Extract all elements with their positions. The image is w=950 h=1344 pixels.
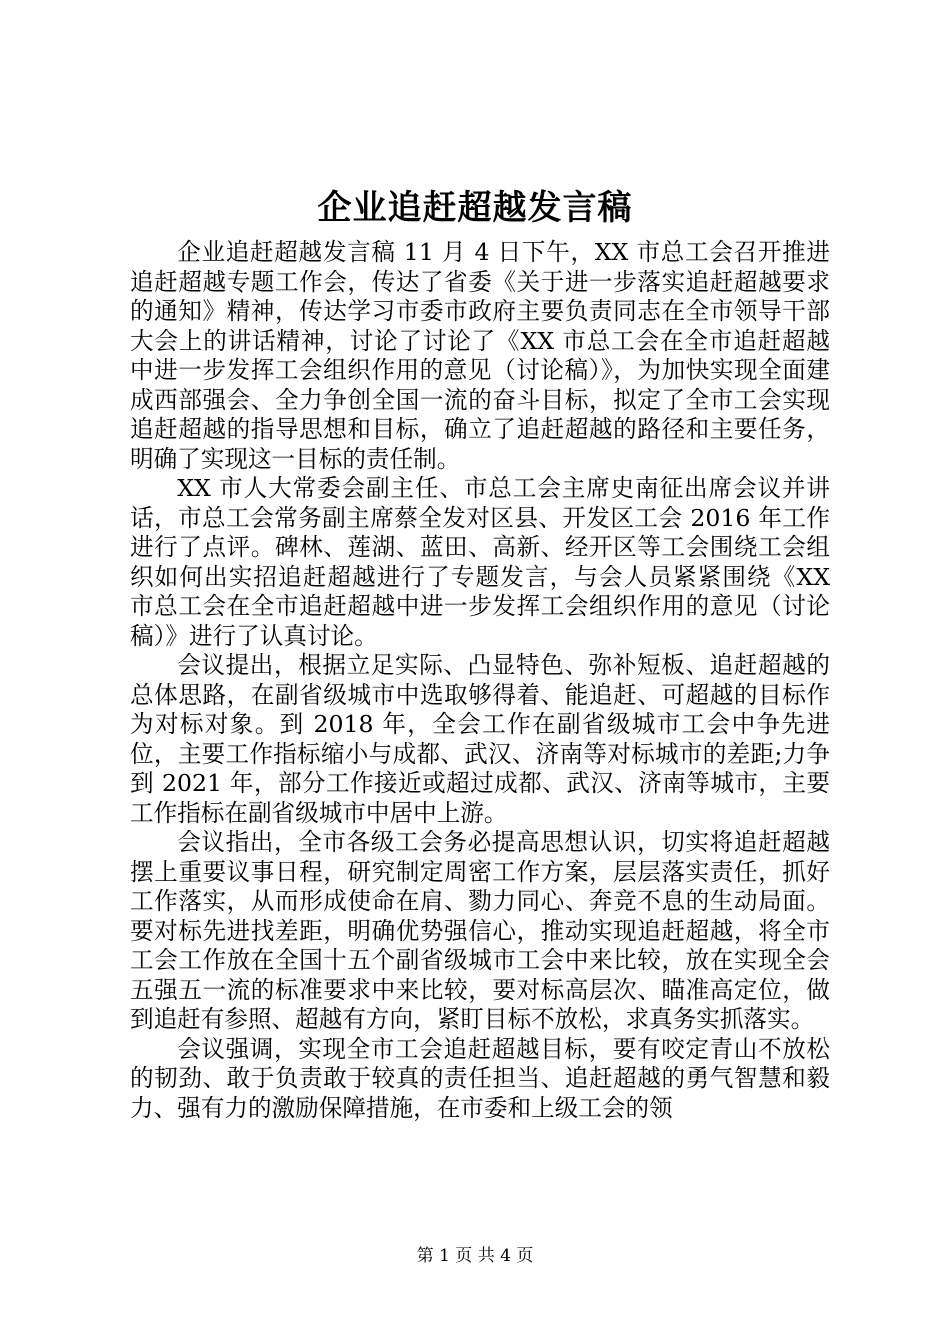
page-number-footer: 第 1 页 共 4 页 (416, 1246, 534, 1266)
document-title: 企业追赶超越发言稿 (317, 188, 633, 228)
paragraph: 企业追赶超越发言稿 11 月 4 日下午，XX 市总工会召开推进追赶超越专题工作会，传达了省委《关于进一步落实追赶超越要求的通知》精神，传达学习市委市政府主要负责同志在全市领导干部大会上的讲话精神，讨论了讨论了《XX 市总工会在全市追赶超越中进一步发挥工会组织作用的意见（讨论稿）》，为加快实现全面建成西部强会、全力争创全国一流的奋斗目标，拟定了全市工会实现追赶超越的指导思想和目标，确立了追赶超越的路径和主要任务，明确了实现这一目标的责任制。 (130, 238, 830, 473)
document-body (130, 238, 830, 1123)
paragraph: 会议指出，全市各级工会务必提高思想认识，切实将追赶超越摆上重要议事日程，研究制定周密工作方案，层层落实责任，抓好工作落实，从而形成使命在肩、勠力同心、奔竞不息的生动局面。要对标先进找差距，明确优势强信心，推动实现追赶超越，将全市工会工作放在全国十五个副省级城市工会中来比较，放在实现全会五强五一流的标准要求中来比较，要对标高层次、瞄准高定位，做到追赶有参照、超越有方向，紧盯目标不放松，求真务实抓落实。 (130, 828, 830, 1033)
paragraph: 会议强调，实现全市工会追赶超越目标，要有咬定青山不放松的韧劲、敢于负责敢于较真的责任担当、追赶超越的勇气智慧和毅力、强有力的激励保障措施，在市委和上级工会的领 (130, 1034, 830, 1122)
paragraph: 会议提出，根据立足实际、凸显特色、弥补短板、追赶超越的总体思路，在副省级城市中选取够得着、能追赶、可超越的目标作为对标对象。到 2018 年，全会工作在副省级城市工会中争先进位，主要工作指标缩小与成都、武汉、济南等对标城市的差距;力争到 2021 年，部分工作接近或超过成都、武汉、济南等城市，主要工作指标在副省级城市中居中上游。 (130, 651, 830, 827)
paragraph: XX 市人大常委会副主任、市总工会主席史南征出席会议并讲话，市总工会常务副主席蔡全发对区县、开发区工会 2016 年工作进行了点评。碑林、莲湖、蓝田、高新、经开区等工会围绕工会组织如何出实招追赶超越进行了专题发言，与会人员紧紧围绕《XX 市总工会在全市追赶超越中进一步发挥工会组织作用的意见（讨论稿）》进行了认真讨论。 (130, 474, 830, 650)
